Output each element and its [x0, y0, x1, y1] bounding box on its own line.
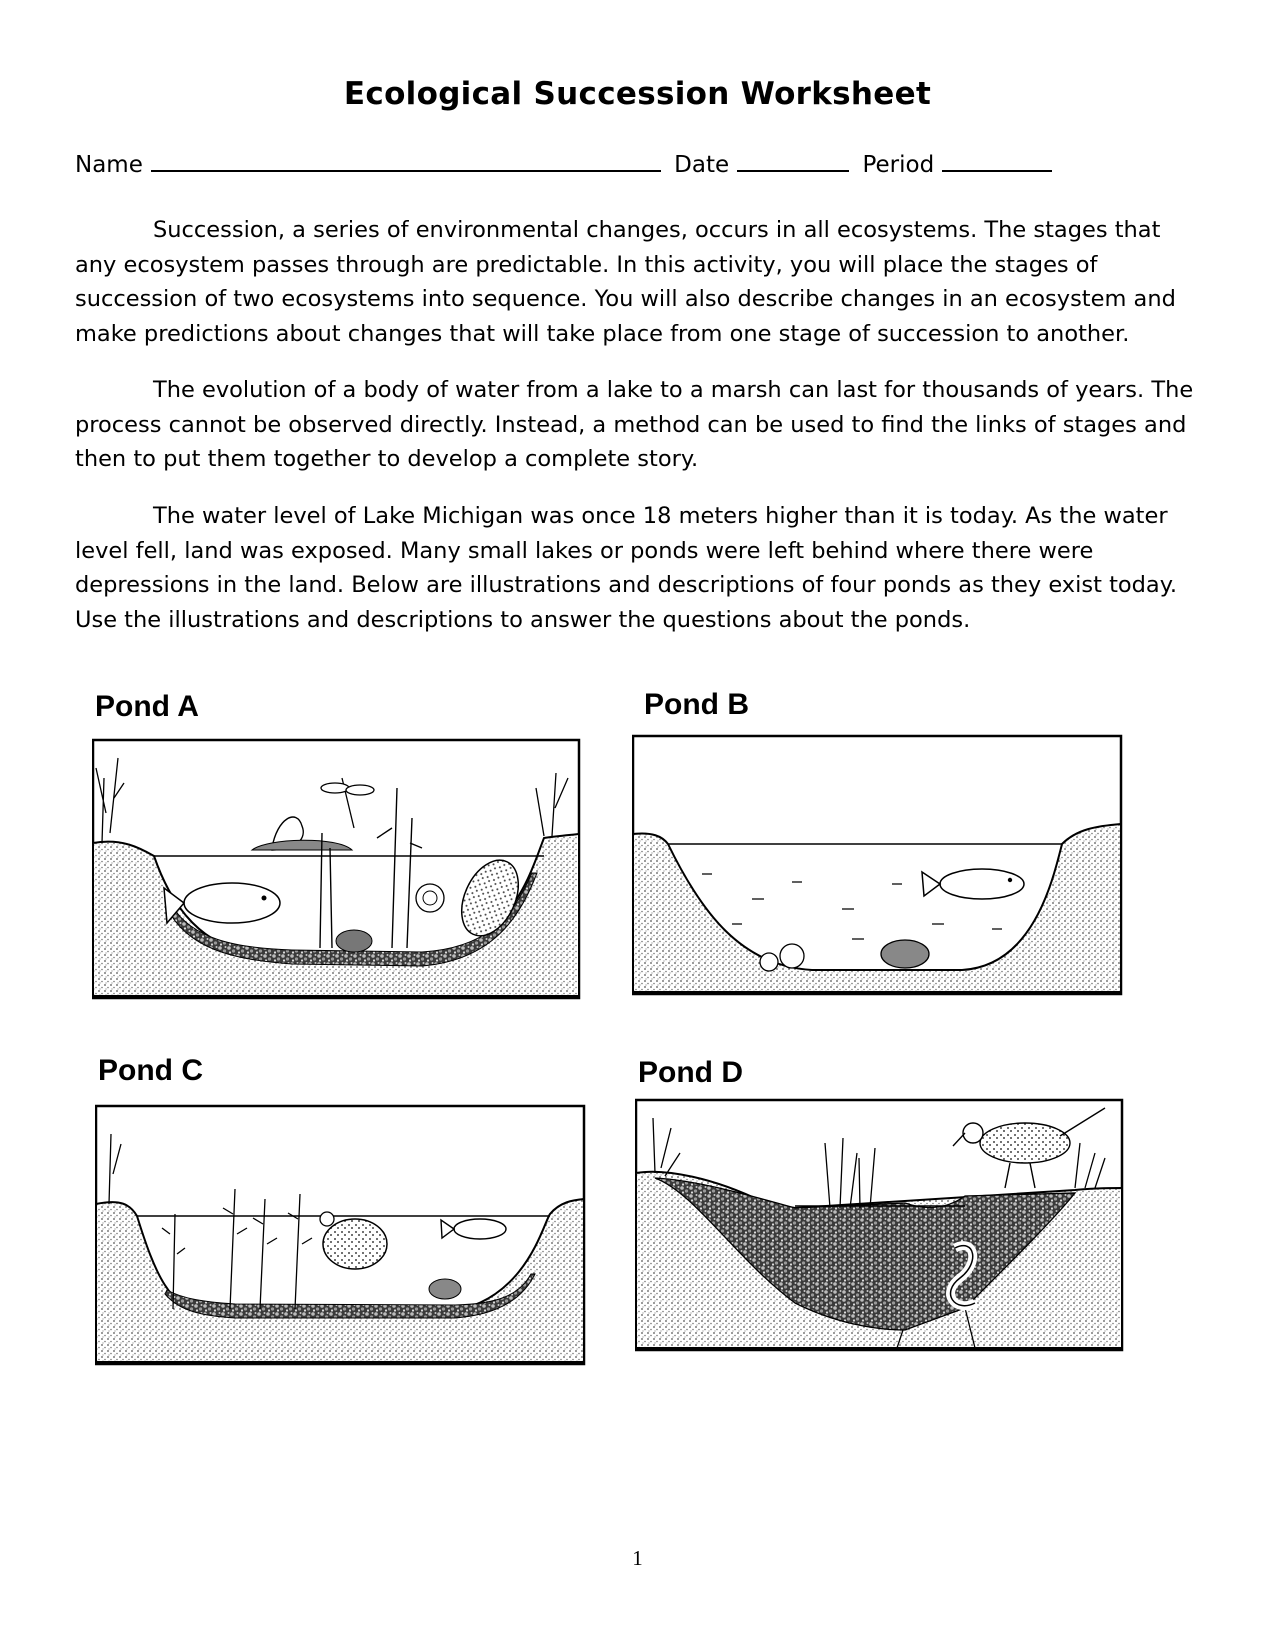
- intro-paragraph-3: [75, 499, 1205, 637]
- intro-paragraph-1: [75, 213, 1205, 351]
- intro-paragraph-2: [75, 373, 1205, 477]
- snail-icon: [416, 884, 444, 912]
- student-info-line: [75, 150, 1195, 178]
- name-blank[interactable]: [151, 150, 661, 172]
- paragraph-text: Succession, a series of environmental changes, occurs in all ecosystems. The stages that any ecosystem passes through are predictable. In this activity, you will place the stages of succession of two ecosystems into sequence. You will also describe changes in an ecosystem and make predictions about changes that will take place from one stage of succession to another.: [75, 217, 1176, 347]
- date-blank[interactable]: [737, 150, 849, 172]
- date-label: Date: [674, 152, 730, 178]
- period-blank[interactable]: [942, 150, 1052, 172]
- pond-d-label: Pond D: [638, 1056, 743, 1089]
- pond-c-figure: [95, 1054, 587, 1374]
- name-label: Name: [75, 152, 143, 178]
- pond-c-label: Pond C: [98, 1054, 203, 1087]
- pond-b-label: Pond B: [644, 688, 749, 721]
- worksheet-title: Ecological Succession Worksheet: [343, 76, 932, 112]
- pond-a-illustration: [92, 738, 582, 1003]
- pond-d-illustration: [635, 1098, 1125, 1356]
- paragraph-text: The water level of Lake Michigan was once 18 meters higher than it is today. As the water level fell, land was exposed. Many small lakes or ponds were left behind where there were depressions in the land. Below are illustrations and descriptions of four ponds as they exist today. Use the illustrations and descriptions to answer the questions about the ponds.: [75, 503, 1177, 633]
- pond-b-illustration: [632, 734, 1124, 999]
- period-label: Period: [862, 152, 935, 178]
- pond-b-figure: [632, 688, 1124, 1010]
- pond-d-figure: [635, 1056, 1125, 1361]
- pond-a-label: Pond A: [95, 690, 199, 723]
- pond-a-figure: [92, 690, 582, 1010]
- pond-c-illustration: [95, 1104, 587, 1369]
- page-number: 1: [632, 1546, 643, 1570]
- paragraph-text: The evolution of a body of water from a lake to a marsh can last for thousands of years. The process cannot be observed directly. Instead, a method can be used to find the links of stages and then to put them together to develop a complete story.: [75, 377, 1194, 472]
